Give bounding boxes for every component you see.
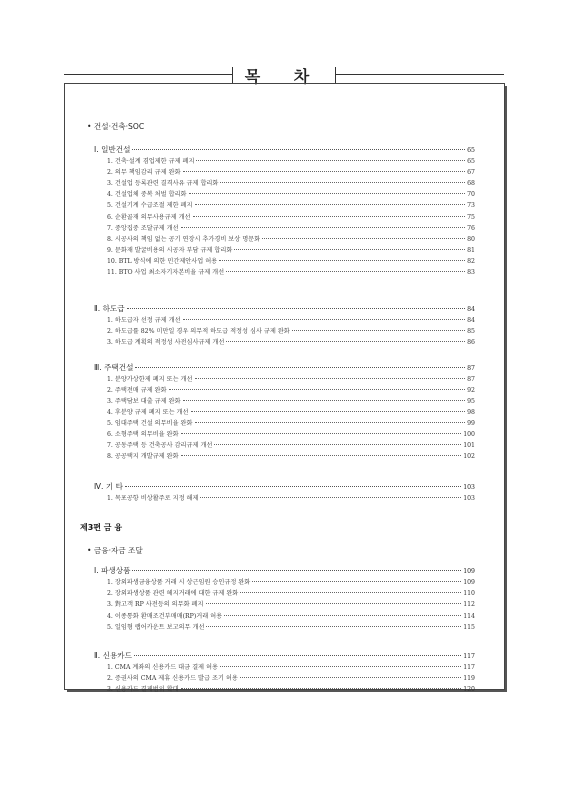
toc-entry[interactable] bbox=[107, 234, 475, 244]
toc-entry-page: 81 bbox=[467, 246, 475, 254]
toc-entry-label: 2. 증권사의 CMA 제휴 신용카드 발급 조기 허용 bbox=[107, 675, 238, 683]
toc-entry-page: 73 bbox=[467, 202, 475, 210]
title-bar-right bbox=[335, 67, 336, 83]
dot-leader bbox=[206, 626, 461, 627]
toc-entry-page: 84 bbox=[467, 317, 475, 324]
dot-leader bbox=[224, 615, 461, 616]
dot-leader bbox=[206, 603, 462, 604]
toc-entry-page: 112 bbox=[463, 601, 475, 609]
toc-entry[interactable] bbox=[107, 385, 475, 395]
toc-entry-page: 92 bbox=[467, 387, 475, 394]
toc-entry[interactable] bbox=[107, 245, 475, 255]
toc-entry-page: 103 bbox=[463, 495, 475, 502]
toc-entry-page: 99 bbox=[467, 420, 475, 427]
toc-entry-label: 4. 후분양 규제 폐지 또는 개선 bbox=[107, 409, 189, 416]
toc-entry[interactable] bbox=[107, 326, 475, 336]
dot-leader bbox=[214, 444, 461, 445]
toc-entry-page: 76 bbox=[467, 224, 475, 232]
toc-entry-label: 3. 주택담보 대출 규제 완화 bbox=[107, 398, 181, 405]
dot-leader bbox=[132, 149, 465, 150]
dot-leader bbox=[262, 238, 465, 239]
toc-group-label: Ⅲ. 주택건설 bbox=[94, 363, 134, 372]
toc-group-page: 87 bbox=[467, 365, 475, 372]
toc-entry-page: 82 bbox=[467, 257, 475, 265]
dot-leader bbox=[226, 271, 465, 272]
toc-group-page: 65 bbox=[467, 147, 475, 154]
toc-group-label: Ⅰ. 일반건설 bbox=[94, 145, 131, 154]
toc-entry-label: 4. 건설업체 중복 처벌 합리화 bbox=[107, 191, 187, 199]
toc-entry[interactable] bbox=[107, 267, 475, 277]
toc-entry-label: 7. 공동주택 등 건축공사 감리규제 개선 bbox=[107, 442, 213, 449]
toc-entry-page: 98 bbox=[467, 409, 475, 416]
toc-entry[interactable] bbox=[107, 189, 475, 199]
toc-entry-label: 1. 분양가상한제 폐지 또는 개선 bbox=[107, 376, 193, 383]
toc-entry-page: 87 bbox=[467, 376, 475, 383]
toc-entry[interactable] bbox=[107, 200, 475, 210]
page-title: 목 차 bbox=[244, 67, 324, 86]
dot-leader bbox=[195, 204, 466, 205]
toc-group[interactable] bbox=[94, 481, 475, 492]
toc-entry[interactable] bbox=[107, 212, 475, 222]
dot-leader bbox=[125, 486, 461, 487]
toc-group[interactable] bbox=[94, 650, 475, 661]
dot-leader bbox=[183, 400, 466, 401]
dot-leader bbox=[181, 227, 466, 228]
toc-entry-label: 2. 하도급률 82% 미만일 경우 의무적 하도급 적정성 심사 규제 완화 bbox=[107, 328, 290, 335]
toc-entry-page: 115 bbox=[463, 623, 475, 631]
toc-entry-label: 3. 對고객 RP 사전등의 의무화 폐지 bbox=[107, 601, 204, 609]
toc-entry[interactable] bbox=[107, 156, 475, 166]
toc-entry-label: 3. 건설업 등록관련 결격사유 규제 합리화 bbox=[107, 180, 219, 188]
toc-entry-page: 68 bbox=[467, 180, 475, 188]
toc-entry-label: 1. 장외파생금융상품 거래 시 상근임원 승인규정 완화 bbox=[107, 579, 251, 586]
toc-entry-page: 95 bbox=[467, 398, 475, 405]
toc-group[interactable] bbox=[94, 303, 475, 314]
toc-entry[interactable] bbox=[107, 662, 475, 672]
toc-entry-page: 80 bbox=[467, 235, 475, 243]
toc-entry-label: 3. 하도급 계획의 적정성 사전심사규제 개선 bbox=[107, 339, 225, 346]
toc-group-label: Ⅳ. 기 타 bbox=[94, 482, 123, 491]
dot-leader bbox=[169, 389, 466, 390]
toc-entry-label: 7. 중앙집중 조달규제 개선 bbox=[107, 224, 179, 232]
toc-entry[interactable] bbox=[107, 256, 475, 266]
toc-entry-label: 9. 문화재 발굴비용의 시공자 부담 규제 합리화 bbox=[107, 246, 233, 254]
toc-group-page: 109 bbox=[463, 568, 475, 575]
toc-entry[interactable] bbox=[107, 407, 475, 417]
toc-entry-label: 6. 소형주택 의무비율 완화 bbox=[107, 431, 179, 438]
toc-group-label: Ⅱ. 신용카드 bbox=[94, 651, 132, 660]
dot-leader bbox=[189, 193, 466, 194]
dot-leader bbox=[191, 411, 466, 412]
toc-entry-page: 110 bbox=[463, 590, 475, 598]
dot-leader bbox=[200, 497, 461, 498]
toc-entry-label: 5. 임대주택 건설 의무비율 완화 bbox=[107, 420, 193, 427]
dot-leader bbox=[127, 308, 466, 309]
toc-entry-label: 1. CMA 계좌의 신용카드 대금 결제 허용 bbox=[107, 664, 218, 671]
dot-leader bbox=[183, 171, 466, 172]
toc-entry[interactable] bbox=[107, 493, 475, 503]
toc-entry-page: 114 bbox=[463, 612, 475, 620]
toc-group-page: 117 bbox=[463, 653, 475, 660]
toc-entry[interactable] bbox=[107, 396, 475, 406]
toc-group-label: Ⅰ. 파생상품 bbox=[94, 566, 131, 575]
toc-entry[interactable] bbox=[107, 167, 475, 177]
toc-entry-page: 100 bbox=[463, 431, 475, 438]
toc-entry[interactable] bbox=[107, 418, 475, 428]
toc-entry[interactable] bbox=[107, 577, 475, 587]
dot-leader bbox=[132, 570, 461, 571]
title-rule-left bbox=[64, 74, 232, 75]
toc-entry-page: 117 bbox=[463, 664, 475, 671]
toc-entry-page: 120 bbox=[463, 686, 475, 694]
toc-entry-label: 2. 장외파생상품 관련 헤지거래에 대한 규제 완화 bbox=[107, 590, 239, 598]
toc-entry-label: 2. 의무 책임감리 규제 완화 bbox=[107, 169, 181, 177]
dot-leader bbox=[219, 260, 465, 261]
dot-leader bbox=[135, 367, 465, 368]
toc-group[interactable] bbox=[94, 144, 475, 155]
toc-entry[interactable] bbox=[107, 599, 475, 609]
dot-leader bbox=[181, 455, 462, 456]
toc-entry[interactable] bbox=[107, 611, 475, 621]
toc-entry-label: 10. BTL 방식에 의한 민간제안사업 허용 bbox=[107, 257, 218, 265]
toc-entry[interactable] bbox=[107, 588, 475, 598]
toc-entry[interactable] bbox=[107, 684, 475, 694]
dot-leader bbox=[193, 216, 466, 217]
dot-leader bbox=[220, 666, 461, 667]
dot-leader bbox=[195, 422, 466, 423]
toc-entry-page: 101 bbox=[463, 442, 475, 449]
dot-leader bbox=[292, 330, 465, 331]
toc-entry[interactable] bbox=[107, 223, 475, 233]
toc-group-page: 103 bbox=[463, 484, 475, 491]
toc-group[interactable] bbox=[94, 362, 475, 373]
toc-entry[interactable] bbox=[107, 315, 475, 325]
toc-entry-label: 1. 건축·설계 겸업제한 규제 폐지 bbox=[107, 158, 195, 165]
toc-entry-page: 75 bbox=[467, 213, 475, 221]
toc-entry-label: 1. 하도급자 선정 규제 개선 bbox=[107, 317, 181, 324]
part-heading: 제3편 금 융 bbox=[80, 523, 123, 532]
toc-entry[interactable] bbox=[107, 451, 475, 461]
toc-entry-label: 1. 목포공항 비상활주로 지정 해제 bbox=[107, 495, 199, 502]
toc-entry-label: 8. 시공사의 책임 없는 공기 연장시 추가경비 보상 명문화 bbox=[107, 235, 261, 243]
dot-leader bbox=[181, 433, 462, 434]
dot-leader bbox=[240, 677, 461, 678]
section-heading: • 건설·건축·SOC bbox=[87, 122, 145, 131]
toc-entry-page: 85 bbox=[467, 328, 475, 335]
dot-leader bbox=[183, 319, 466, 320]
toc-entry-label: 8. 공공택지 개발규제 완화 bbox=[107, 453, 179, 460]
toc-entry[interactable] bbox=[107, 622, 475, 632]
toc-entry[interactable] bbox=[107, 673, 475, 683]
toc-entry-label: 6. 순환골재 의무사용규제 개선 bbox=[107, 213, 191, 221]
dot-leader bbox=[240, 592, 461, 593]
dot-leader bbox=[181, 688, 462, 689]
toc-group[interactable] bbox=[94, 565, 475, 576]
toc-entry-label: 5. 건설기계 수급조절 제한 폐지 bbox=[107, 202, 193, 210]
dot-leader bbox=[252, 581, 461, 582]
toc-entry-page: 109 bbox=[463, 579, 475, 586]
toc-entry[interactable] bbox=[107, 440, 475, 450]
toc-entry-page: 70 bbox=[467, 191, 475, 199]
toc-entry[interactable] bbox=[107, 337, 475, 347]
toc-group-page: 84 bbox=[467, 306, 475, 313]
toc-entry-label: 5. 일임형 랩어카운트 보고의무 개선 bbox=[107, 623, 205, 631]
toc-entry[interactable] bbox=[107, 178, 475, 188]
title-rule-right bbox=[336, 74, 504, 75]
toc-entry[interactable] bbox=[107, 429, 475, 439]
dot-leader bbox=[196, 160, 465, 161]
toc-entry-page: 86 bbox=[467, 339, 475, 346]
toc-entry[interactable] bbox=[107, 374, 475, 384]
dot-leader bbox=[134, 655, 461, 656]
toc-entry-page: 119 bbox=[463, 675, 475, 683]
section-heading-finance: • 금융·자금 조달 bbox=[87, 546, 143, 555]
toc-entry-page: 102 bbox=[463, 453, 475, 460]
toc-entry-page: 65 bbox=[467, 158, 475, 165]
dot-leader bbox=[234, 249, 465, 250]
toc-entry-label: 2. 주택전매 규제 완화 bbox=[107, 387, 167, 394]
toc-entry-page: 67 bbox=[467, 169, 475, 177]
dot-leader bbox=[220, 182, 465, 183]
toc-group-label: Ⅱ. 하도급 bbox=[94, 304, 125, 313]
toc-entry-page: 83 bbox=[467, 269, 475, 276]
toc-entry-label: 4. 이종통화 환매조건부매매(RP)거래 허용 bbox=[107, 612, 223, 620]
dot-leader bbox=[226, 341, 465, 342]
toc-entry-label: 11. BTO 사업 최소자기자본비율 규제 개선 bbox=[107, 269, 225, 276]
dot-leader bbox=[195, 378, 466, 379]
toc-entry-label: 3. 신용카드 결제범위 확대 bbox=[107, 686, 179, 694]
